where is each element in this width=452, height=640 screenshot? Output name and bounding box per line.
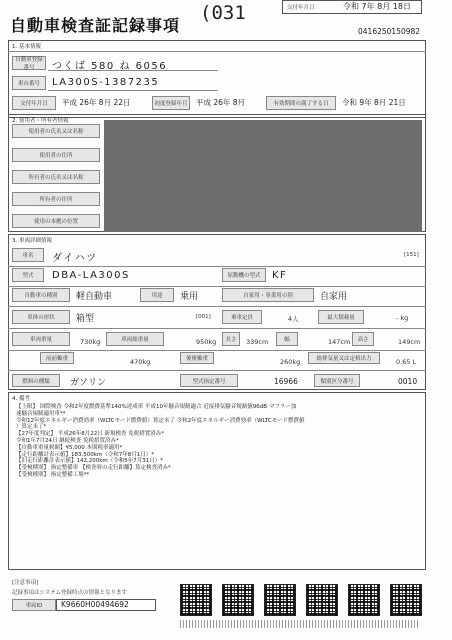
owner-address-label: 所有者の住所 bbox=[12, 192, 100, 206]
width-label: 幅 bbox=[276, 332, 298, 346]
remark-line: 【27年度判定】 平成26年8月22日 新規検査 免税措置済み* bbox=[16, 431, 164, 438]
first-registration-value: 平成 26年 8月 bbox=[196, 98, 246, 107]
business-use-value: 自家用 bbox=[320, 292, 348, 302]
vehicle-kind-value: 軽自動車 bbox=[76, 292, 113, 302]
model-label: 型式 bbox=[12, 268, 44, 282]
fuel-type-value: ガソリン bbox=[70, 378, 107, 388]
chassis-label: 車台番号 bbox=[12, 76, 46, 90]
remark-line: 令和12年度エネルギー消費効率（WLTCモード燃費値）算定未了 令和2年度エネルギー消費効率（WLTCモード燃費値 bbox=[16, 417, 305, 424]
divider bbox=[8, 266, 426, 267]
divider bbox=[48, 90, 218, 91]
user-name-label: 使用者の氏名又は名称 bbox=[12, 124, 100, 138]
use-value: 乗用 bbox=[180, 292, 199, 302]
divider bbox=[8, 350, 426, 351]
section-4-heading: 4. 備考 bbox=[12, 396, 30, 402]
length-value: 339cm bbox=[246, 338, 269, 346]
qr-code-3 bbox=[264, 584, 296, 616]
type-designation-value: 16966 bbox=[274, 377, 298, 386]
top-date-label: 交付年月日 bbox=[287, 5, 315, 11]
notice-text: 記録事項はシステム登録時点の情報となります bbox=[12, 590, 127, 596]
remark-line: ）算定未了* bbox=[16, 424, 47, 431]
divider bbox=[8, 286, 426, 287]
gross-weight-label: 車両総重量 bbox=[106, 332, 164, 346]
vehicle-id-label: 車両ID bbox=[12, 599, 56, 611]
qr-code-6 bbox=[390, 584, 422, 616]
body-shape-value: 箱型 bbox=[76, 314, 95, 324]
registration-label: 自動車登録番号 bbox=[12, 56, 46, 70]
security-pattern bbox=[180, 620, 420, 628]
divider bbox=[8, 306, 426, 307]
width-value: 147cm bbox=[328, 338, 351, 346]
max-load-value: - kg bbox=[396, 314, 409, 322]
registration-value: つくば 580 ね 6056 bbox=[52, 61, 168, 72]
qr-code-4 bbox=[306, 584, 338, 616]
displacement-value: 0.65 L bbox=[396, 358, 417, 366]
expiry-value: 令和 9年 8月 21日 bbox=[342, 98, 406, 107]
divider bbox=[8, 51, 426, 52]
base-location-label: 使用の本拠の位置 bbox=[12, 214, 100, 228]
qr-code-2 bbox=[222, 584, 254, 616]
section-3-heading: 3. 車両詳細情報 bbox=[12, 238, 52, 244]
classification-label: 類別区分番号 bbox=[314, 374, 360, 387]
chassis-value: LA300S-1387235 bbox=[52, 77, 160, 88]
owner-name-label: 所有者の氏名又は名称 bbox=[12, 170, 100, 184]
body-shape-code: [001] bbox=[196, 314, 211, 320]
type-designation-label: 型式指定番号 bbox=[180, 374, 238, 387]
expiry-label: 有効期間の満了する日 bbox=[266, 96, 336, 110]
issue-date-label: 交付年月日 bbox=[12, 96, 56, 110]
model-value: DBA-LA300S bbox=[52, 270, 130, 281]
rear-axle-value: 260kg bbox=[280, 358, 301, 366]
use-label: 用途 bbox=[140, 288, 174, 302]
fuel-type-label: 燃料の種類 bbox=[12, 374, 60, 387]
notice-title: [注意事項] bbox=[12, 580, 39, 586]
business-use-label: 自家用・事業用の別 bbox=[222, 288, 314, 302]
remarks-body bbox=[16, 404, 421, 479]
classification-value: 0010 bbox=[398, 377, 418, 386]
front-axle-value: 470kg bbox=[130, 358, 151, 366]
vehicle-kind-label: 自動車の種別 bbox=[12, 288, 70, 302]
divider bbox=[8, 328, 426, 329]
displacement-label: 総排気量又は定格出力 bbox=[308, 352, 380, 364]
section-2-heading: 2. 使用者・所有者情報 bbox=[12, 118, 69, 124]
redacted-block bbox=[104, 120, 422, 232]
remark-line: 【受検種別】 指定整備車 【検査時の走行距離】算定検査済み* bbox=[16, 465, 171, 472]
first-registration-label: 初度登録年月 bbox=[152, 96, 190, 110]
front-axle-label: 前前軸重 bbox=[40, 352, 74, 364]
divider bbox=[8, 370, 426, 371]
section-1-heading: 1. 基本情報 bbox=[12, 44, 41, 50]
handwritten-mark: (031 bbox=[200, 2, 246, 24]
height-value: 149cm bbox=[398, 338, 421, 346]
remark-line: 【上限】 国際検査 令和2年度燃費基準140%達成車 平成10年騒音規制適合 近接排気騒音規制値96dB マフラー加 bbox=[16, 404, 297, 410]
capacity-value: 4人 bbox=[288, 315, 299, 323]
maker-label: 車名 bbox=[12, 248, 44, 262]
user-address-label: 使用者の住所 bbox=[12, 148, 100, 162]
document-number: 0416250150982 bbox=[358, 27, 421, 36]
remark-line: 【走行距離計表示値】183,500km（令和7年8月1日）* bbox=[16, 451, 155, 458]
capacity-label: 乗車定員 bbox=[222, 310, 262, 324]
issue-date-value: 平成 26年 8月 22日 bbox=[62, 98, 131, 107]
remark-line: 【自動車重量税額】¥5,000 本則税率適用* bbox=[16, 444, 123, 451]
body-shape-label: 車体の形状 bbox=[12, 310, 70, 324]
qr-code-5 bbox=[348, 584, 380, 616]
gross-weight-value: 950kg bbox=[196, 338, 217, 346]
remark-line: 【受検種別】 指定整備工場** bbox=[16, 471, 90, 478]
length-label: 長さ bbox=[222, 332, 240, 346]
engine-model-label: 原動機の型式 bbox=[222, 268, 266, 282]
qr-code-1 bbox=[180, 584, 212, 616]
engine-model-value: KF bbox=[272, 270, 288, 281]
remark-line: 令和1年7月24日 継続検査 免税措置済み* bbox=[16, 437, 119, 444]
vehicle-weight-label: 車両重量 bbox=[12, 332, 70, 346]
vehicle-weight-value: 730kg bbox=[80, 338, 101, 346]
vehicle-id-value: K9660H00494692 bbox=[61, 600, 129, 609]
top-date-box bbox=[282, 0, 422, 14]
height-label: 高さ bbox=[352, 332, 374, 346]
remark-line: 速騒音規制適用車** bbox=[16, 410, 66, 417]
document-title: 自動車検査証記録事項 bbox=[10, 16, 181, 35]
rear-axle-label: 後後軸重 bbox=[180, 352, 214, 364]
vehicle-id-box bbox=[56, 599, 156, 611]
top-date-value: 令和 7年 8月 18日 bbox=[343, 2, 411, 11]
maker-code: [151] bbox=[404, 252, 419, 258]
maker-value: ダイハツ bbox=[52, 253, 98, 264]
divider bbox=[48, 70, 218, 71]
remark-line: 【旧走行距離計表示値】142,200km（令和5年7月31日）* bbox=[16, 458, 164, 465]
max-load-label: 最大積載量 bbox=[318, 310, 364, 324]
